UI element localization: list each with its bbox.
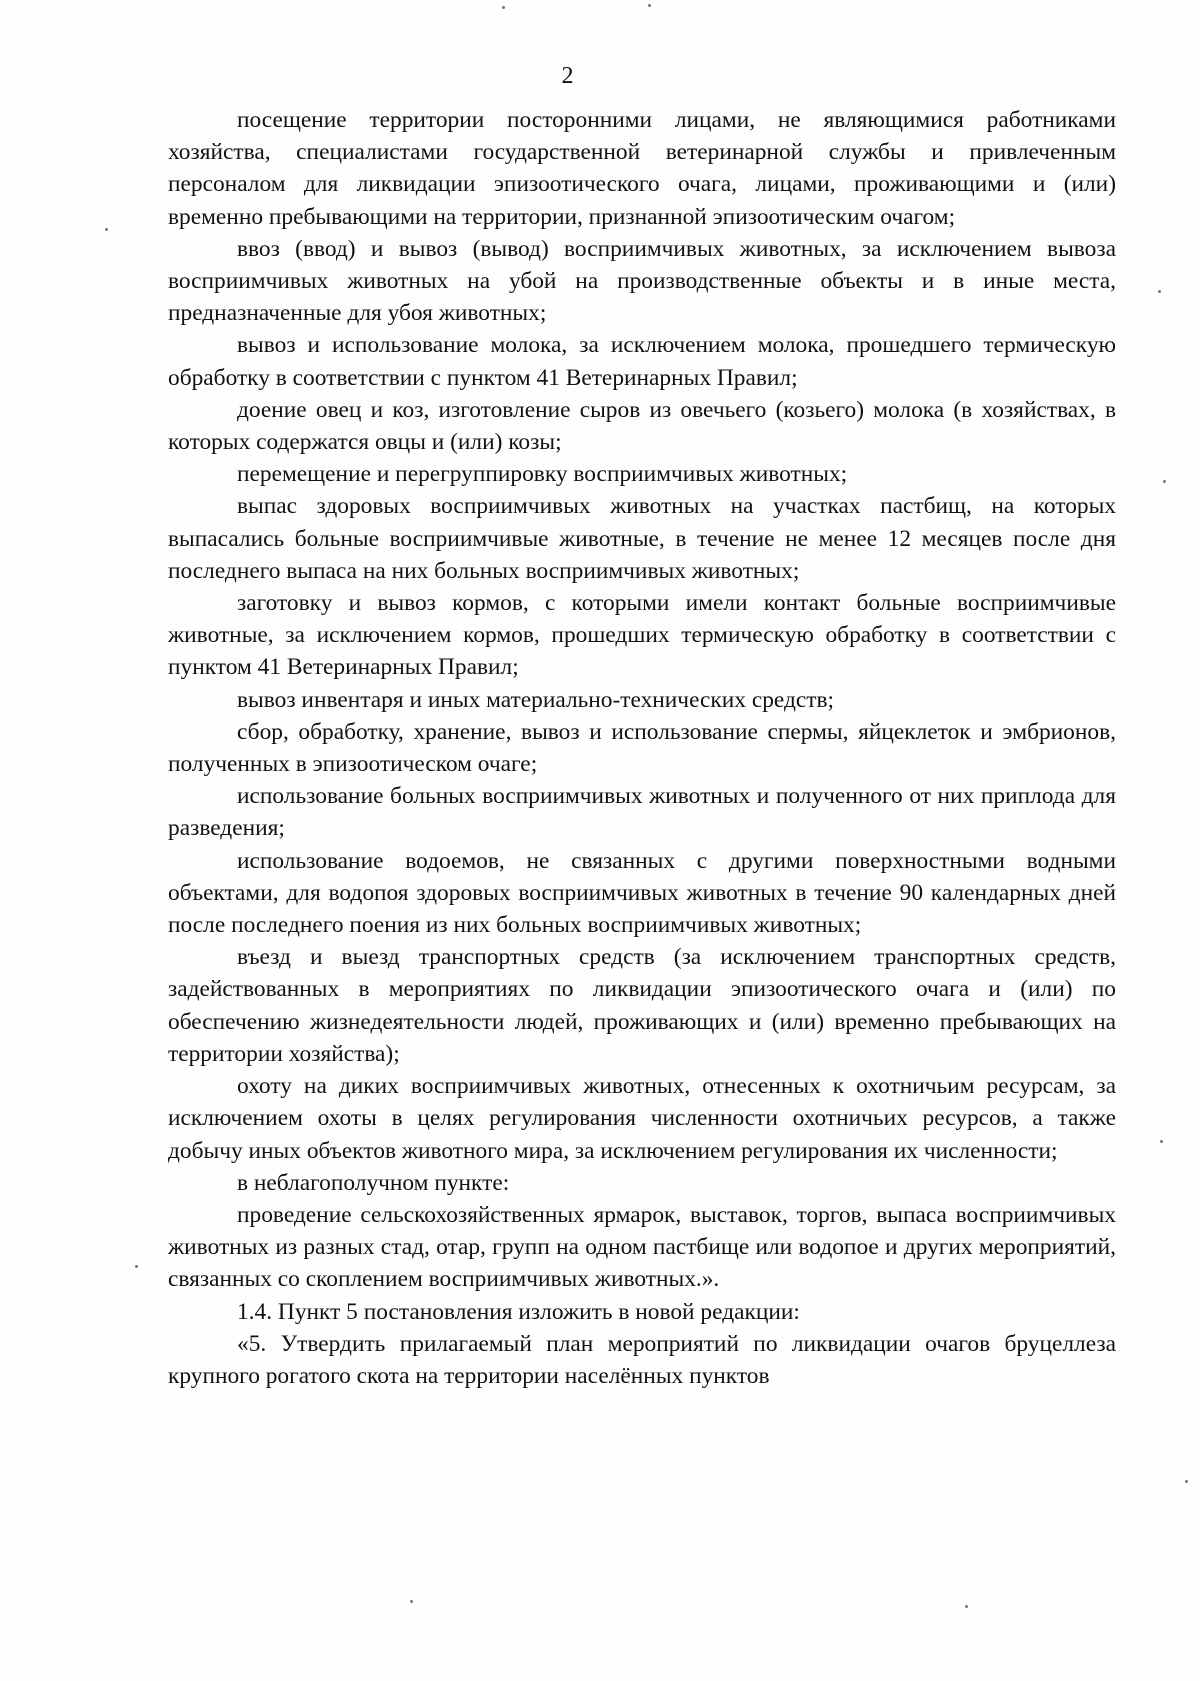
scan-speck	[1158, 290, 1161, 293]
paragraph-amendment-1-4: 1.4. Пункт 5 постановления изложить в новой редакции:	[237, 1298, 800, 1325]
scan-speck	[105, 228, 108, 231]
paragraph-unfavorable-point: в неблагополучном пункте:	[237, 1169, 510, 1196]
scan-speck	[648, 4, 651, 7]
paragraph-restriction-grazing: выпас здоровых восприимчивых животных на участках пастбищ, на которых выпасались больные восприимчивые животные, в течение не менее 12 месяцев после дня последнего выпаса на них больных восприимчивых животных;	[168, 493, 1116, 584]
page-number: 2	[561, 63, 574, 89]
paragraph-restriction-regrouping: перемещение и перегруппировку восприимчивых животных;	[237, 461, 848, 488]
paragraph-restriction-sperm: сбор, обработку, хранение, вывоз и использование спермы, яйцеклеток и эмбрионов, полученных в эпизоотическом очаге;	[168, 718, 1116, 778]
scan-speck	[502, 6, 505, 9]
paragraph-restriction-inventory: вывоз инвентаря и иных материально-технических средств;	[237, 686, 835, 713]
scan-speck	[965, 1605, 968, 1608]
document-body	[168, 104, 1116, 1392]
paragraph-restriction-vehicles: въезд и выезд транспортных средств (за исключением транспортных средств, задействованных в мероприятиях по ликвидации эпизоотического очага и (или) по обеспечению жизнедеятельности людей, проживающих и (или) временно пребывающих на территории хозяйства);	[168, 944, 1116, 1067]
paragraph-restriction-milking: доение овец и коз, изготовление сыров из овечьего (козьего) молока (в хозяйствах, в которых содержатся овцы и (или) козы;	[168, 396, 1116, 456]
paragraph-restriction-milk: вывоз и использование молока, за исключением молока, прошедшего термическую обработку в соответствии с пунктом 41 Ветеринарных Правил;	[168, 332, 1116, 391]
paragraph-restriction-breeding: использование больных восприимчивых животных и полученного от них приплода для разведения;	[168, 783, 1116, 842]
paragraph-restriction-animal-transport: ввоз (ввод) и вывоз (вывод) восприимчивых животных, за исключением вывоза восприимчивых животных на убой на производственные объекты и в иные места, предназначенные для убоя животных;	[168, 235, 1116, 327]
scan-speck	[1160, 1140, 1163, 1143]
paragraph-restriction-water: использование водоемов, не связанных с другими поверхностными водными объектами, для водопоя здоровых восприимчивых животных в течение 90 календарных дней после последнего поения из них больных восприимчивых животных;	[168, 847, 1116, 939]
paragraph-restriction-feed: заготовку и вывоз кормов, с которыми имели контакт больные восприимчивые животные, за исключением кормов, прошедших термическую обработку в соответствии с пунктом 41 Ветеринарных Правил;	[168, 590, 1116, 681]
paragraph-restriction-hunting: охоту на диких восприимчивых животных, отнесенных к охотничьим ресурсам, за исключением охоты в целях регулирования численности охотничьих ресурсов, а также добычу иных объектов животного мира, за исключением регулирования их численности;	[168, 1073, 1116, 1164]
scan-speck	[1163, 480, 1166, 483]
scan-speck	[135, 1265, 138, 1268]
paragraph-item-5: «5. Утвердить прилагаемый план мероприятий по ликвидации очагов бруцеллеза крупного рогатого скота на территории населённых пунктов	[168, 1330, 1116, 1389]
paragraph-restriction-fairs: проведение сельскохозяйственных ярмарок, выставок, торгов, выпаса восприимчивых животных из разных стад, отар, групп на одном пастбище или водопое и других мероприятий, связанных со скоплением восприимчивых животных.».	[168, 1201, 1116, 1293]
scan-speck	[1185, 1480, 1188, 1483]
paragraph-restriction-visitors: посещение территории посторонними лицами, не являющимися работниками хозяйства, специалистами государственной ветеринарной службы и привлеченным персоналом для ликвидации эпизоотического очага, лицами, проживающими и (или) временно пребывающими на территории, признанной эпизоотическим очагом;	[168, 107, 1116, 230]
scan-speck	[410, 1600, 413, 1603]
